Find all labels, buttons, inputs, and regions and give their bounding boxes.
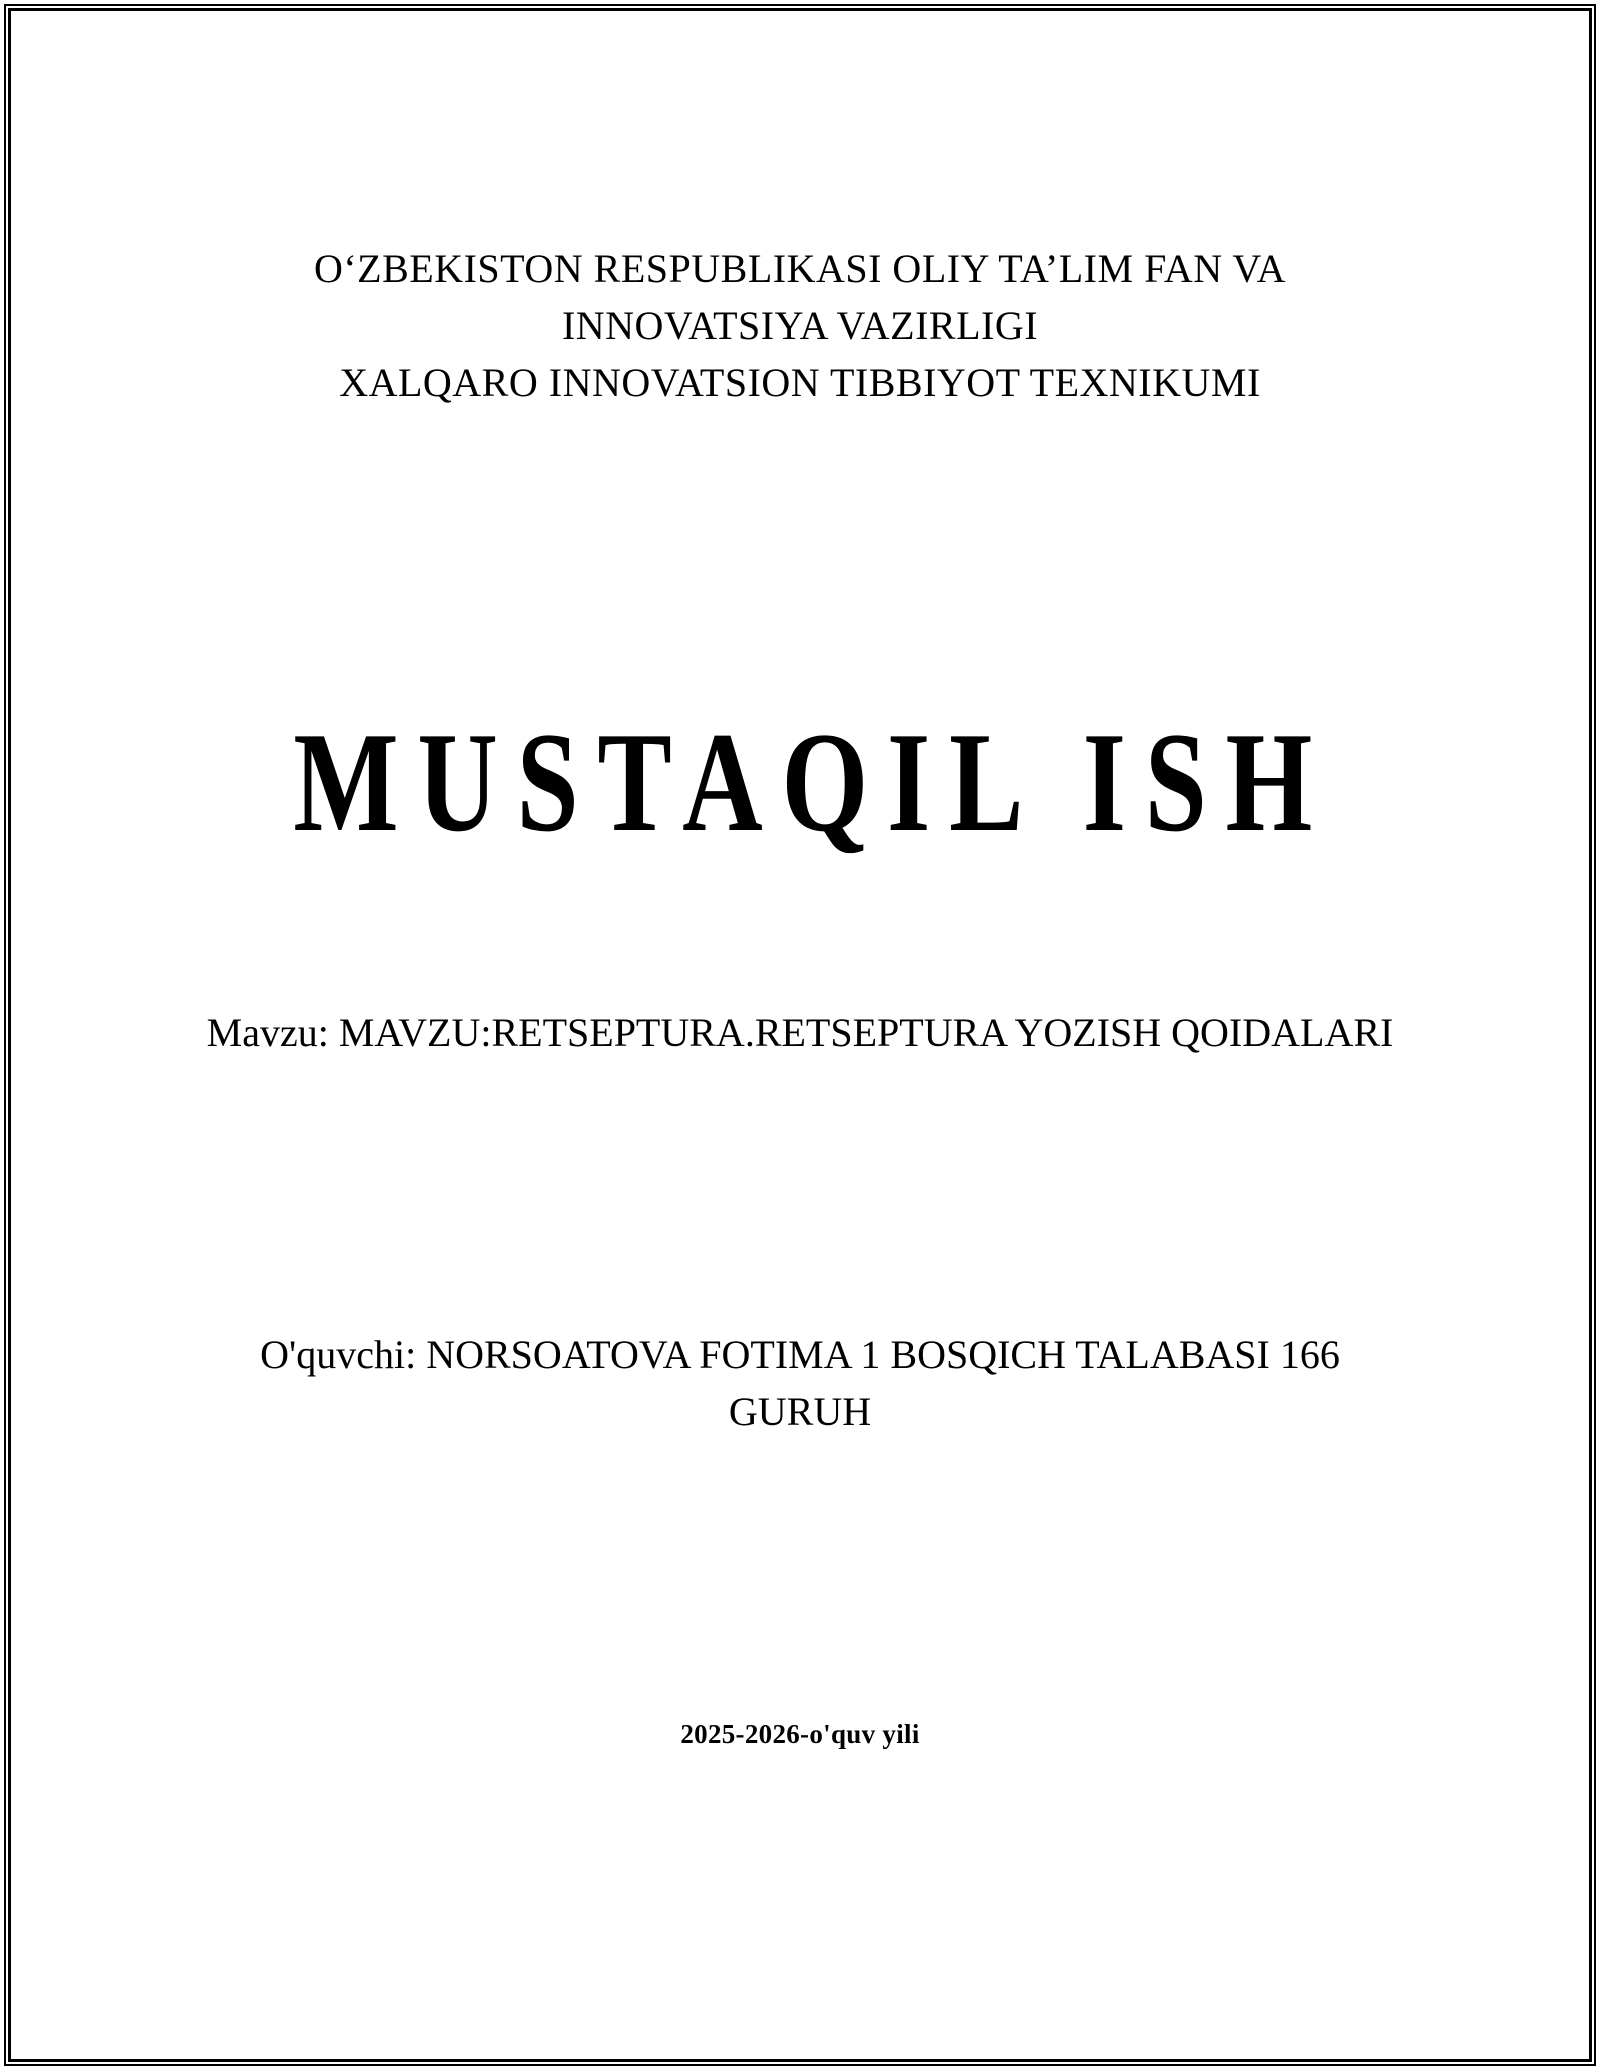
document-title-text: MUSTAQIL ISH: [293, 703, 1331, 861]
ministry-header: [0, 240, 1600, 411]
student-line-2: GURUH: [728, 1389, 872, 1434]
header-line-1: O‘ZBEKISTON RESPUBLIKASI OLIY TA’LIM FAN VA: [313, 246, 1287, 291]
header-line-2: INNOVATSIYA VAZIRLIGI: [561, 303, 1039, 348]
document-title: [0, 700, 1600, 864]
student-block: [240, 1326, 1360, 1440]
header-line-3: XALQARO INNOVATSION TIBBIYOT TEXNIKUMI: [339, 360, 1261, 405]
topic-line: Mavzu: MAVZU:RETSEPTURA.RETSEPTURA YOZISH QOIDALARI: [206, 1010, 1394, 1055]
academic-year-footer: 2025-2026-o'quv yili: [680, 1719, 920, 1749]
student-line-1: O'quvchi: NORSOATOVA FOTIMA 1 BOSQICH TALABASI 166: [260, 1332, 1340, 1377]
